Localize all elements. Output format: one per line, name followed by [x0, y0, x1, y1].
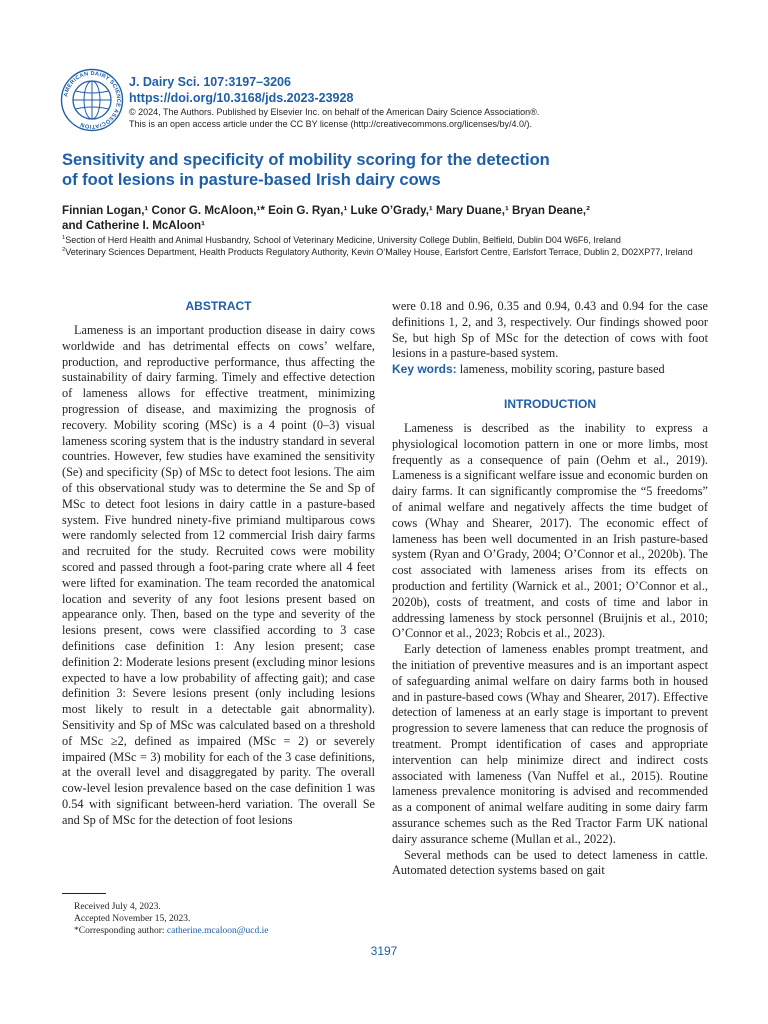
article-title [62, 150, 662, 190]
author-list-continued: and Catherine I. McAloon¹ [62, 219, 205, 232]
introduction-paragraph: Early detection of lameness enables prompt treatment, and the initiation of preventive measures and is an important aspect of safeguarding animal welfare on dairy farms both in housed and in pasture-based cows (Whay and Shearer, 2017). Effective detection of lameness at an early stage is important to prevent progression to severe lameness that can reduce the prognosis of treatment. Prompt identification of cases and appropriate intervention can help minimize direct and indirect costs associated with lameness (Van Nuffel et al., 2015). Routine lameness prevalence monitoring is advised and recommended as a component of animal welfare auditing in some dairy farm assurance schemes such as the Red Tractor Farm UK national dairy assurance scheme (Mullan et al., 2022). [392, 642, 708, 846]
footnote-divider [62, 893, 106, 894]
email-link[interactable]: catherine.mcaloon@ucd.ie [166, 926, 269, 936]
corresponding-author-label: *Corresponding author: [74, 926, 165, 936]
introduction-heading: INTRODUCTION [504, 397, 596, 411]
author-list: Finnian Logan,¹ Conor G. McAloon,¹* Eoin G. Ryan,¹ Luke O’Grady,¹ Mary Duane,¹ Bryan Deane,² [62, 204, 590, 217]
journal-reference: J. Dairy Sci. 107:3197–3206 [129, 75, 291, 89]
copyright-notice: © 2024, The Authors. Published by Elsevier Inc. on behalf of the American Dairy Science Association®. [129, 107, 540, 117]
keywords-text: lameness, mobility scoring, pasture based [459, 362, 665, 377]
introduction-paragraph: Several methods can be used to detect lameness in cattle. Automated detection systems based on gait [392, 847, 708, 878]
title-line-1: Sensitivity and specificity of mobility scoring for the detection [62, 151, 550, 169]
affiliation-text: Veterinary Sciences Department, Health Products Regulatory Authority, Kevin O’Malley House, Earlsfort Centre, Earlsfort Terrace, Dublin 2, D02XP77, Ireland [65, 247, 693, 257]
affiliation-1 [62, 235, 621, 246]
svg-text:AMERICAN DAIRY SCIENCE ASSOCIA: AMERICAN DAIRY SCIENCE ASSOCIATION [63, 70, 122, 130]
doi-link[interactable]: https://doi.org/10.3168/jds.2023-23928 [129, 91, 354, 105]
ads-association-logo [60, 68, 124, 132]
accepted-date: Accepted November 15, 2023. [74, 914, 191, 924]
introduction-body [392, 421, 708, 879]
globe-seal-icon [60, 68, 124, 132]
abstract-paragraph-continued: were 0.18 and 0.96, 0.35 and 0.94, 0.43 and 0.94 for the case definitions 1, 2, and 3, respectively. Our findings showed poor Se, but high Sp of MSc for the detection of cows with foot lesions in a pasture-based system. [392, 299, 708, 361]
abstract-paragraph: Lameness is an important production disease in dairy cows worldwide and has detrimental effects on cows’ welfare, production, and reproductive performance, thus affecting the sustainability of dairy farming. Timely and effective detection of lameness allows for effective treatment, minimizing progression of disease, and maximizing the prognosis of recovery. Mobility scoring (MSc) is a 4 point (0–3) visual lameness scoring system that is the industry standard in several countries. However, few studies have examined the sensitivity (Se) and specificity (Sp) of MSc to detect foot lesions. The aim of this observational study was to determine the Se and Sp of MSc to detect foot lesions in dairy cattle in a pasture-based system. Five hundred ninety-five primiand multiparous cows were randomly selected from 12 commercial Irish dairy farms and recruited for the study. Recruited cows were mobility scored and passed through a foot-paring crate where all 4 feet were lifted for examination. The team recorded the anatomical location and severity of any foot lesions present based on appearance only. Then, based on the type and severity of the lesions present, cows were classified according to 3 case definitions case definition 1: Any lesion present; case definition 2: Moderate lesions present (excluding minor lesions expected to have a low probability of affecting gait); and case definition 3: Severe lesions present (only including lesions most likely to result in a detectable gait abnormality). Sensitivity and Sp of MSc was calculated based on a threshold of MSc ≥2, defined as impaired (MSc = 2) or severely impaired (MSc = 3) mobility for each of the 3 case definitions, at the overall level and disaggregated by parity. The overall cow-level lesion prevalence based on the case definition 1 was 0.54 with significant between-herd variation. The overall Se and Sp of MSc for the detection of foot lesions [62, 323, 375, 827]
page-number: 3197 [370, 944, 398, 958]
affiliation-2 [62, 247, 702, 259]
title-line-2: of foot lesions in pasture-based Irish dairy cows [62, 171, 441, 189]
affiliation-text: Section of Herd Health and Animal Husbandry, School of Veterinary Medicine, University College Dublin, Belfield, Dublin D04 W6F6, Ireland [65, 235, 621, 245]
affiliation-marker: 1 [62, 235, 66, 241]
keywords [392, 362, 708, 378]
journal-header [129, 75, 729, 130]
affiliation-marker: 2 [62, 247, 66, 253]
abstract-heading: ABSTRACT [185, 299, 252, 313]
corresponding-author [74, 925, 268, 937]
received-date: Received July 4, 2023. [74, 902, 161, 912]
abstract-body [62, 323, 375, 829]
abstract-continuation [392, 299, 708, 378]
introduction-paragraph: Lameness is described as the inability to express a physiological locomotion pattern in one or more limbs, most frequently as a consequence of pain (Oehm et al., 2019). Lameness is a significant welfare issue and economic burden on dairy farms. It can significantly compromise the “5 freedoms” of animal welfare and negatively affects the time budget of cows (Whay and Shearer, 2017). The economic effect of lameness has been well documented in an Irish pasture-based system (Ryan and O’Grady, 2004; O’Connor et al., 2020b). The cost associated with lameness arises from its effects on production and fertility (Warnick et al., 2001; O’Connor et al., 2020b), costs of treatment, and costs of time and labor in addressing lameness by stock personnel (Bruijnis et al., 2010; O’Connor et al., 2023; Robcis et al., 2023). [392, 421, 708, 641]
license-notice: This is an open access article under the CC BY license (http://creativecommons.org/licenses/by/4.0/). [129, 119, 533, 129]
footnotes [74, 901, 268, 937]
keywords-label: Key words: [392, 362, 457, 377]
